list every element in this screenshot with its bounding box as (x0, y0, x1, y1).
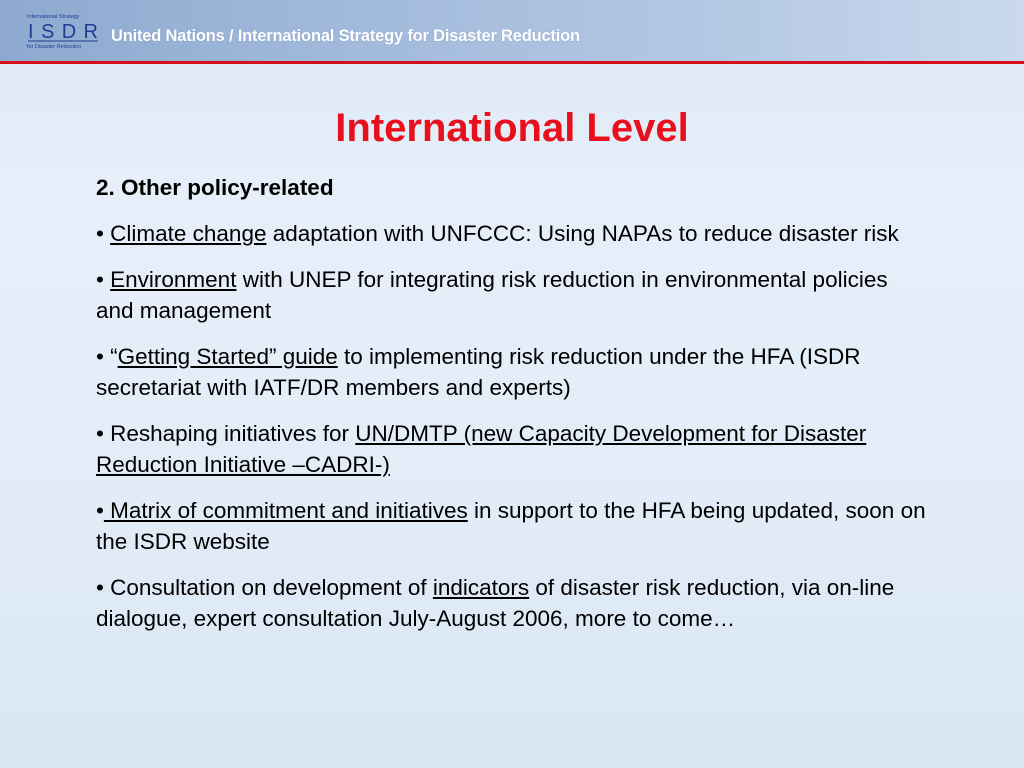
bullet-text: in support to the HFA being updated, soon on the ISDR website (96, 498, 926, 554)
bullet-text: • (96, 498, 104, 523)
bullet-link[interactable]: Climate change (110, 221, 267, 246)
isdr-logo (25, 12, 101, 50)
logo-org-line1: International Strategy (27, 14, 80, 20)
bullet-link[interactable]: Matrix of commitment and initiatives (103, 498, 468, 523)
bullet-link[interactable]: Environment (110, 267, 237, 292)
bullet-link[interactable]: indicators (432, 575, 530, 600)
header-banner (0, 0, 1024, 61)
bullet-item (96, 218, 926, 249)
bullet-item (96, 418, 926, 480)
bullet-text: • Consultation on development of (96, 575, 433, 600)
bullet-text: • (96, 221, 111, 246)
bullet-item (96, 572, 926, 634)
bullet-text: • (96, 267, 111, 292)
bullet-link[interactable]: UN/DMTP (new Capacity Development for Disaster Reduction Initiative –CADRI-) (96, 421, 867, 477)
bullet-text: to implementing risk reduction under the HFA (ISDR secretariat with IATF/DR members and experts) (96, 344, 861, 400)
logo-org-line2: for Disaster Reduction (27, 44, 82, 50)
header-title: United Nations / International Strategy for Disaster Reduction (111, 27, 580, 45)
bullet-item (96, 495, 926, 557)
bullet-text: with UNEP for integrating risk reduction in environmental policies and management (96, 267, 888, 323)
slide-content (96, 172, 926, 649)
bullet-item (96, 264, 926, 326)
bullet-text: • Reshaping initiatives for (96, 421, 356, 446)
header-divider (0, 61, 1024, 64)
bullet-text: of disaster risk reduction, via on-line dialogue, expert consultation July-August 2006, more to come… (96, 575, 895, 631)
logo-acronym: ISDR (28, 21, 98, 43)
subheading: 2. Other policy-related (96, 175, 334, 200)
bullet-item (96, 341, 926, 403)
bullet-text: adaptation with UNFCCC: Using NAPAs to reduce disaster risk (266, 221, 899, 246)
slide-title: International Level (335, 106, 689, 150)
bullet-text: • “ (96, 344, 118, 369)
bullet-link[interactable]: Getting Started” guide (117, 344, 338, 369)
